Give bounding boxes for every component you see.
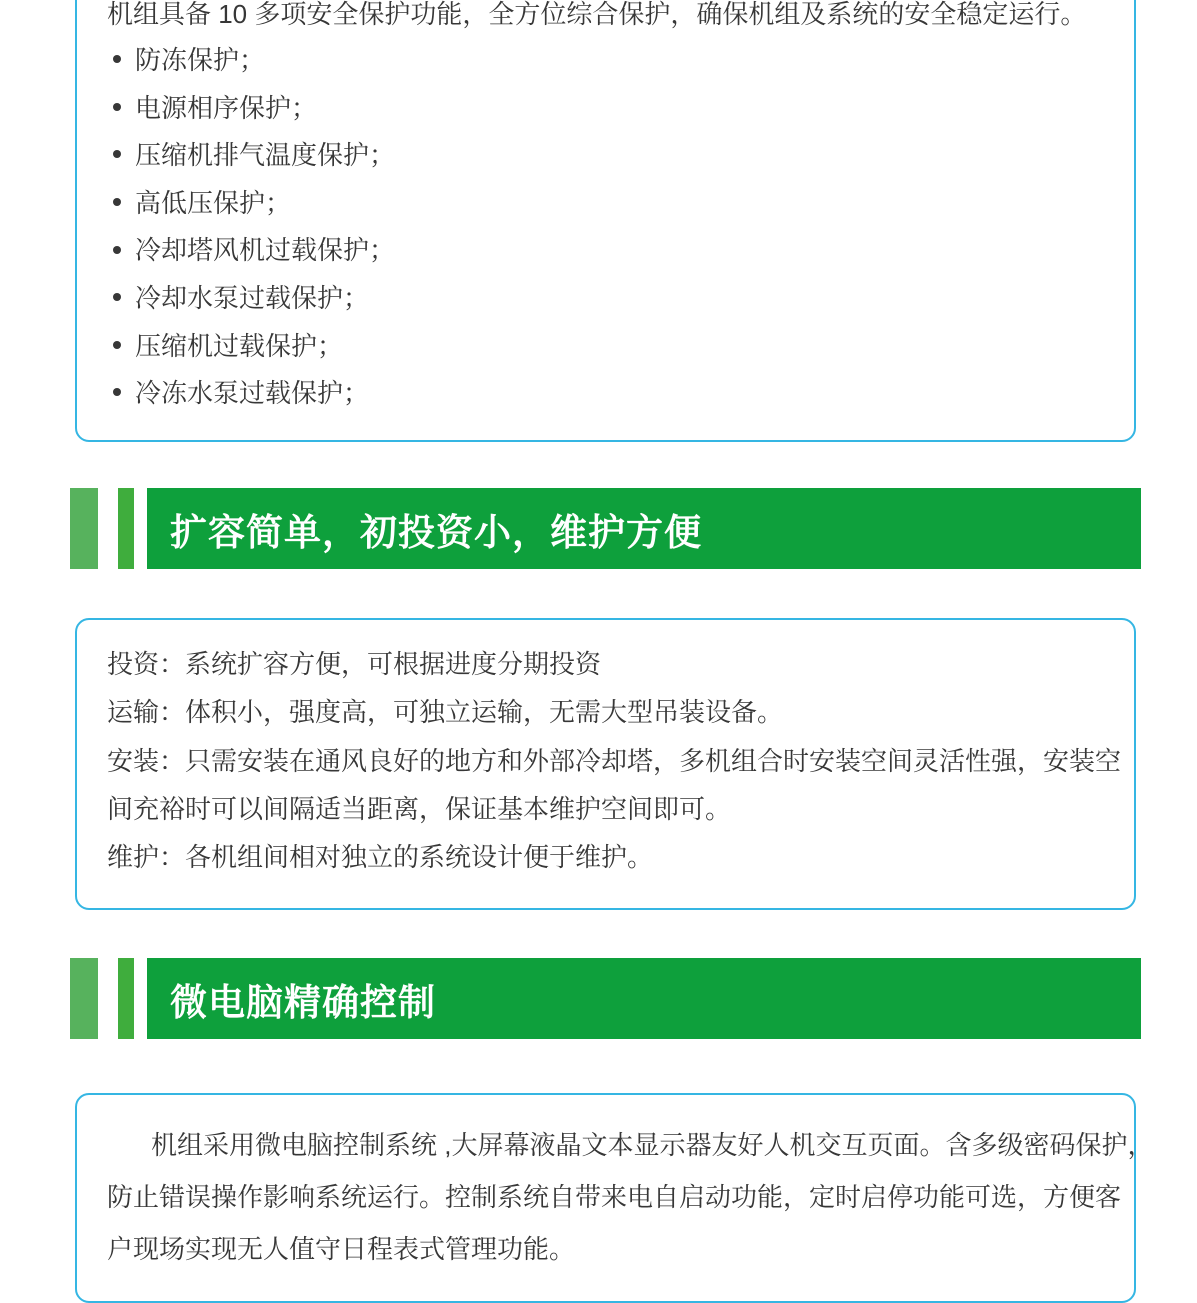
protection-item-label: 压缩机排气温度保护； bbox=[135, 140, 396, 171]
protection-item-label: 电源相序保护； bbox=[135, 92, 318, 123]
section-banner bbox=[147, 958, 1141, 1039]
section-header-control bbox=[70, 958, 1141, 1039]
section-title-control: 微电脑精确控制 bbox=[170, 981, 436, 1023]
accent-block-small bbox=[118, 958, 134, 1039]
protection-list-item bbox=[107, 85, 1108, 133]
protection-list-item bbox=[107, 275, 1108, 323]
bullet-dot-icon bbox=[113, 246, 121, 254]
protection-list-item bbox=[107, 132, 1108, 180]
text-line: 户现场实现无人值守日程表式管理功能。 bbox=[107, 1234, 576, 1264]
accent-block-small bbox=[118, 488, 134, 569]
protection-list-item bbox=[107, 37, 1108, 85]
protection-item-label: 冷却水泵过载保护； bbox=[135, 282, 370, 313]
safety-protection-box bbox=[75, 0, 1136, 442]
text-line: 维护：各机组间相对独立的系统设计便于维护。 bbox=[107, 842, 654, 873]
section-title-expansion: 扩容简单，初投资小，维护方便 bbox=[170, 511, 702, 553]
protection-list-item bbox=[107, 370, 1108, 418]
text-line: 运输：体积小，强度高，可独立运输，无需大型吊装设备。 bbox=[107, 697, 784, 728]
text-line: 机组采用微电脑控制系统 ,大屏幕液晶文本显示器友好人机交互页面。含多级密码保护， bbox=[151, 1130, 1154, 1160]
protection-list-item bbox=[107, 227, 1108, 275]
expansion-lines bbox=[107, 640, 1122, 881]
protection-list bbox=[107, 37, 1108, 418]
protection-item-label: 冷冻水泵过载保护； bbox=[135, 378, 370, 409]
protection-item-label: 高低压保护； bbox=[135, 187, 292, 218]
control-lines bbox=[107, 1119, 1154, 1275]
bullet-dot-icon bbox=[113, 150, 121, 158]
bullet-dot-icon bbox=[113, 55, 121, 63]
protection-item-label: 防冻保护； bbox=[135, 45, 266, 75]
protection-item-label: 压缩机过载保护； bbox=[135, 330, 344, 361]
accent-block-large bbox=[70, 488, 98, 569]
protection-item-label: 冷却塔风机过载保护； bbox=[135, 235, 396, 266]
protection-list-item bbox=[107, 180, 1108, 228]
bullet-dot-icon bbox=[113, 341, 121, 349]
bullet-dot-icon bbox=[113, 103, 121, 111]
expansion-advantage-box bbox=[75, 618, 1136, 910]
section-header-expansion bbox=[70, 488, 1141, 569]
control-description-box bbox=[75, 1093, 1154, 1303]
section-banner bbox=[147, 488, 1141, 569]
bullet-dot-icon bbox=[113, 388, 121, 396]
bullet-dot-icon bbox=[113, 198, 121, 206]
safety-intro-text: 机组具备 10 多项安全保护功能，全方位综合保护，确保机组及系统的安全稳定运行。 bbox=[107, 0, 1087, 29]
text-line: 投资：系统扩容方便，可根据进度分期投资 bbox=[107, 649, 602, 679]
protection-list-item bbox=[107, 323, 1108, 371]
bullet-dot-icon bbox=[113, 293, 121, 301]
text-line: 防止错误操作影响系统运行。控制系统自带来电自启动功能，定时启停功能可选，方便客 bbox=[107, 1182, 1122, 1212]
text-line: 间充裕时可以间隔适当距离，保证基本维护空间即可。 bbox=[107, 793, 732, 824]
text-line: 安装：只需安装在通风良好的地方和外部冷却塔，多机组合时安装空间灵活性强，安装空 bbox=[107, 745, 1122, 776]
accent-block-large bbox=[70, 958, 98, 1039]
